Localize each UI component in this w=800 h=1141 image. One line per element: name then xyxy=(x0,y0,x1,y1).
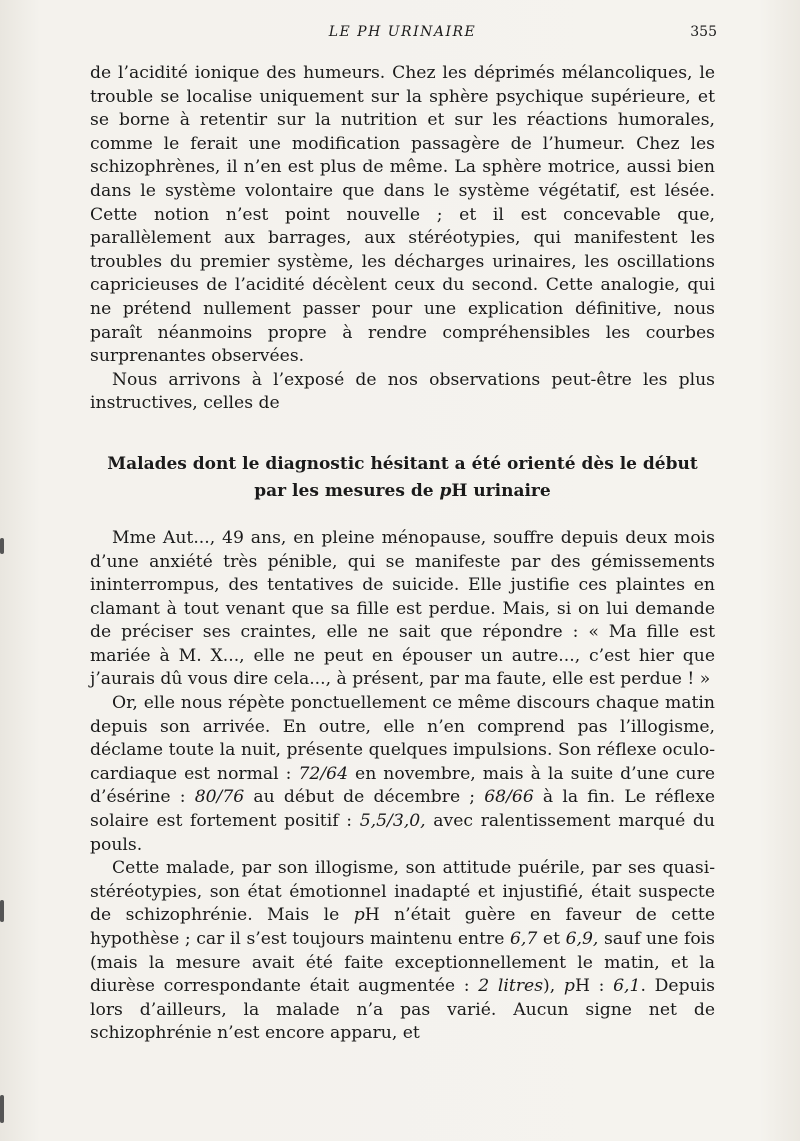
paragraph-4: Or, elle nous répète ponctuellement ce même discours chaque matin depuis son arrivée. En outre, elle n’en comprend pas l’illogisme, déclame toute la nuit, présente quelques impulsions. Son réflexe oculo-cardiaque est normal : 72/64 en novembre, mais à la suite d’une cure d’ésérine : 80/76 au début de décembre ; 68/66 à la fin. Le réflexe solaire est fortement positif : 5,5/3,0, avec ralentissement marqué du pouls. xyxy=(90,693,715,855)
page-header xyxy=(90,24,715,46)
margin-mark-bottom xyxy=(0,1095,4,1123)
margin-mark-middle xyxy=(0,900,4,922)
paragraph-5: Cette malade, par son illogisme, son attitude puérile, par ses quasi-stéréotypies, son état émotionnel inadapté et injustifié, était suspecte de schizophrénie. Mais le pH n’était guère en faveur de cette hypothèse ; car il s’est toujours maintenu entre 6,7 et 6,9, sauf une fois (mais la mesure avait été faite exceptionnellement le matin, et la diurèse correspondante était augmentée : 2 litres), pH : 6,1. Depuis lors d’ailleurs, la malade n’a pas varié. Aucun signe net de schizophrénie n’est encore apparu, et xyxy=(90,858,715,1044)
page-content xyxy=(90,62,715,1046)
margin-mark-top xyxy=(0,538,4,554)
running-title: LE PH URINAIRE xyxy=(328,24,477,40)
paragraph-3: Mme Aut..., 49 ans, en pleine ménopause, souffre depuis deux mois d’une anxiété très pénible, qui se manifeste par des gémissements ininterrompus, des tentatives de suicide. Elle justifie ces plaintes en clamant à tout venant que sa fille est perdue. Mais, si on lui demande de préciser ses craintes, elle ne sait que répondre : « Ma fille est mariée à M. X..., elle ne peut en épouser un autre..., c’est hier que j’aurais dû vous dire cela..., à présent, par ma faute, elle est perdue ! » xyxy=(90,527,715,690)
paragraph-2: Nous arrivons à l’exposé de nos observations peut-être les plus instructives, celles de xyxy=(90,369,715,414)
section-heading-line-1: Malades dont le diagnostic hésitant a été orienté dès le début xyxy=(107,453,698,474)
page-number: 355 xyxy=(690,24,717,40)
section-heading-line-2: par les mesures de pH urinaire xyxy=(254,480,551,501)
paragraph-1: de l’acidité ionique des humeurs. Chez les déprimés mélancoliques, le trouble se localise uniquement sur la sphère psychique supérieure, et se borne à retentir sur la nutrition et sur les réactions humorales, comme le ferait une modification passagère de l’humeur. Chez les schizophrènes, il n’en est plus de même. La sphère motrice, aussi bien dans le système volontaire que dans le système végétatif, est lésée. Cette notion n’est point nouvelle ; et il est concevable que, parallèlement aux barrages, aux stéréotypies, qui manifestent les troubles du premier système, les décharges urinaires, les oscillations capricieuses de l’acidité décèlent ceux du second. Cette analogie, qui ne prétend nullement passer pour une explication définitive, nous paraît néanmoins propre à rendre compréhensibles les courbes surprenantes observées. xyxy=(90,63,715,367)
section-heading xyxy=(90,451,715,505)
